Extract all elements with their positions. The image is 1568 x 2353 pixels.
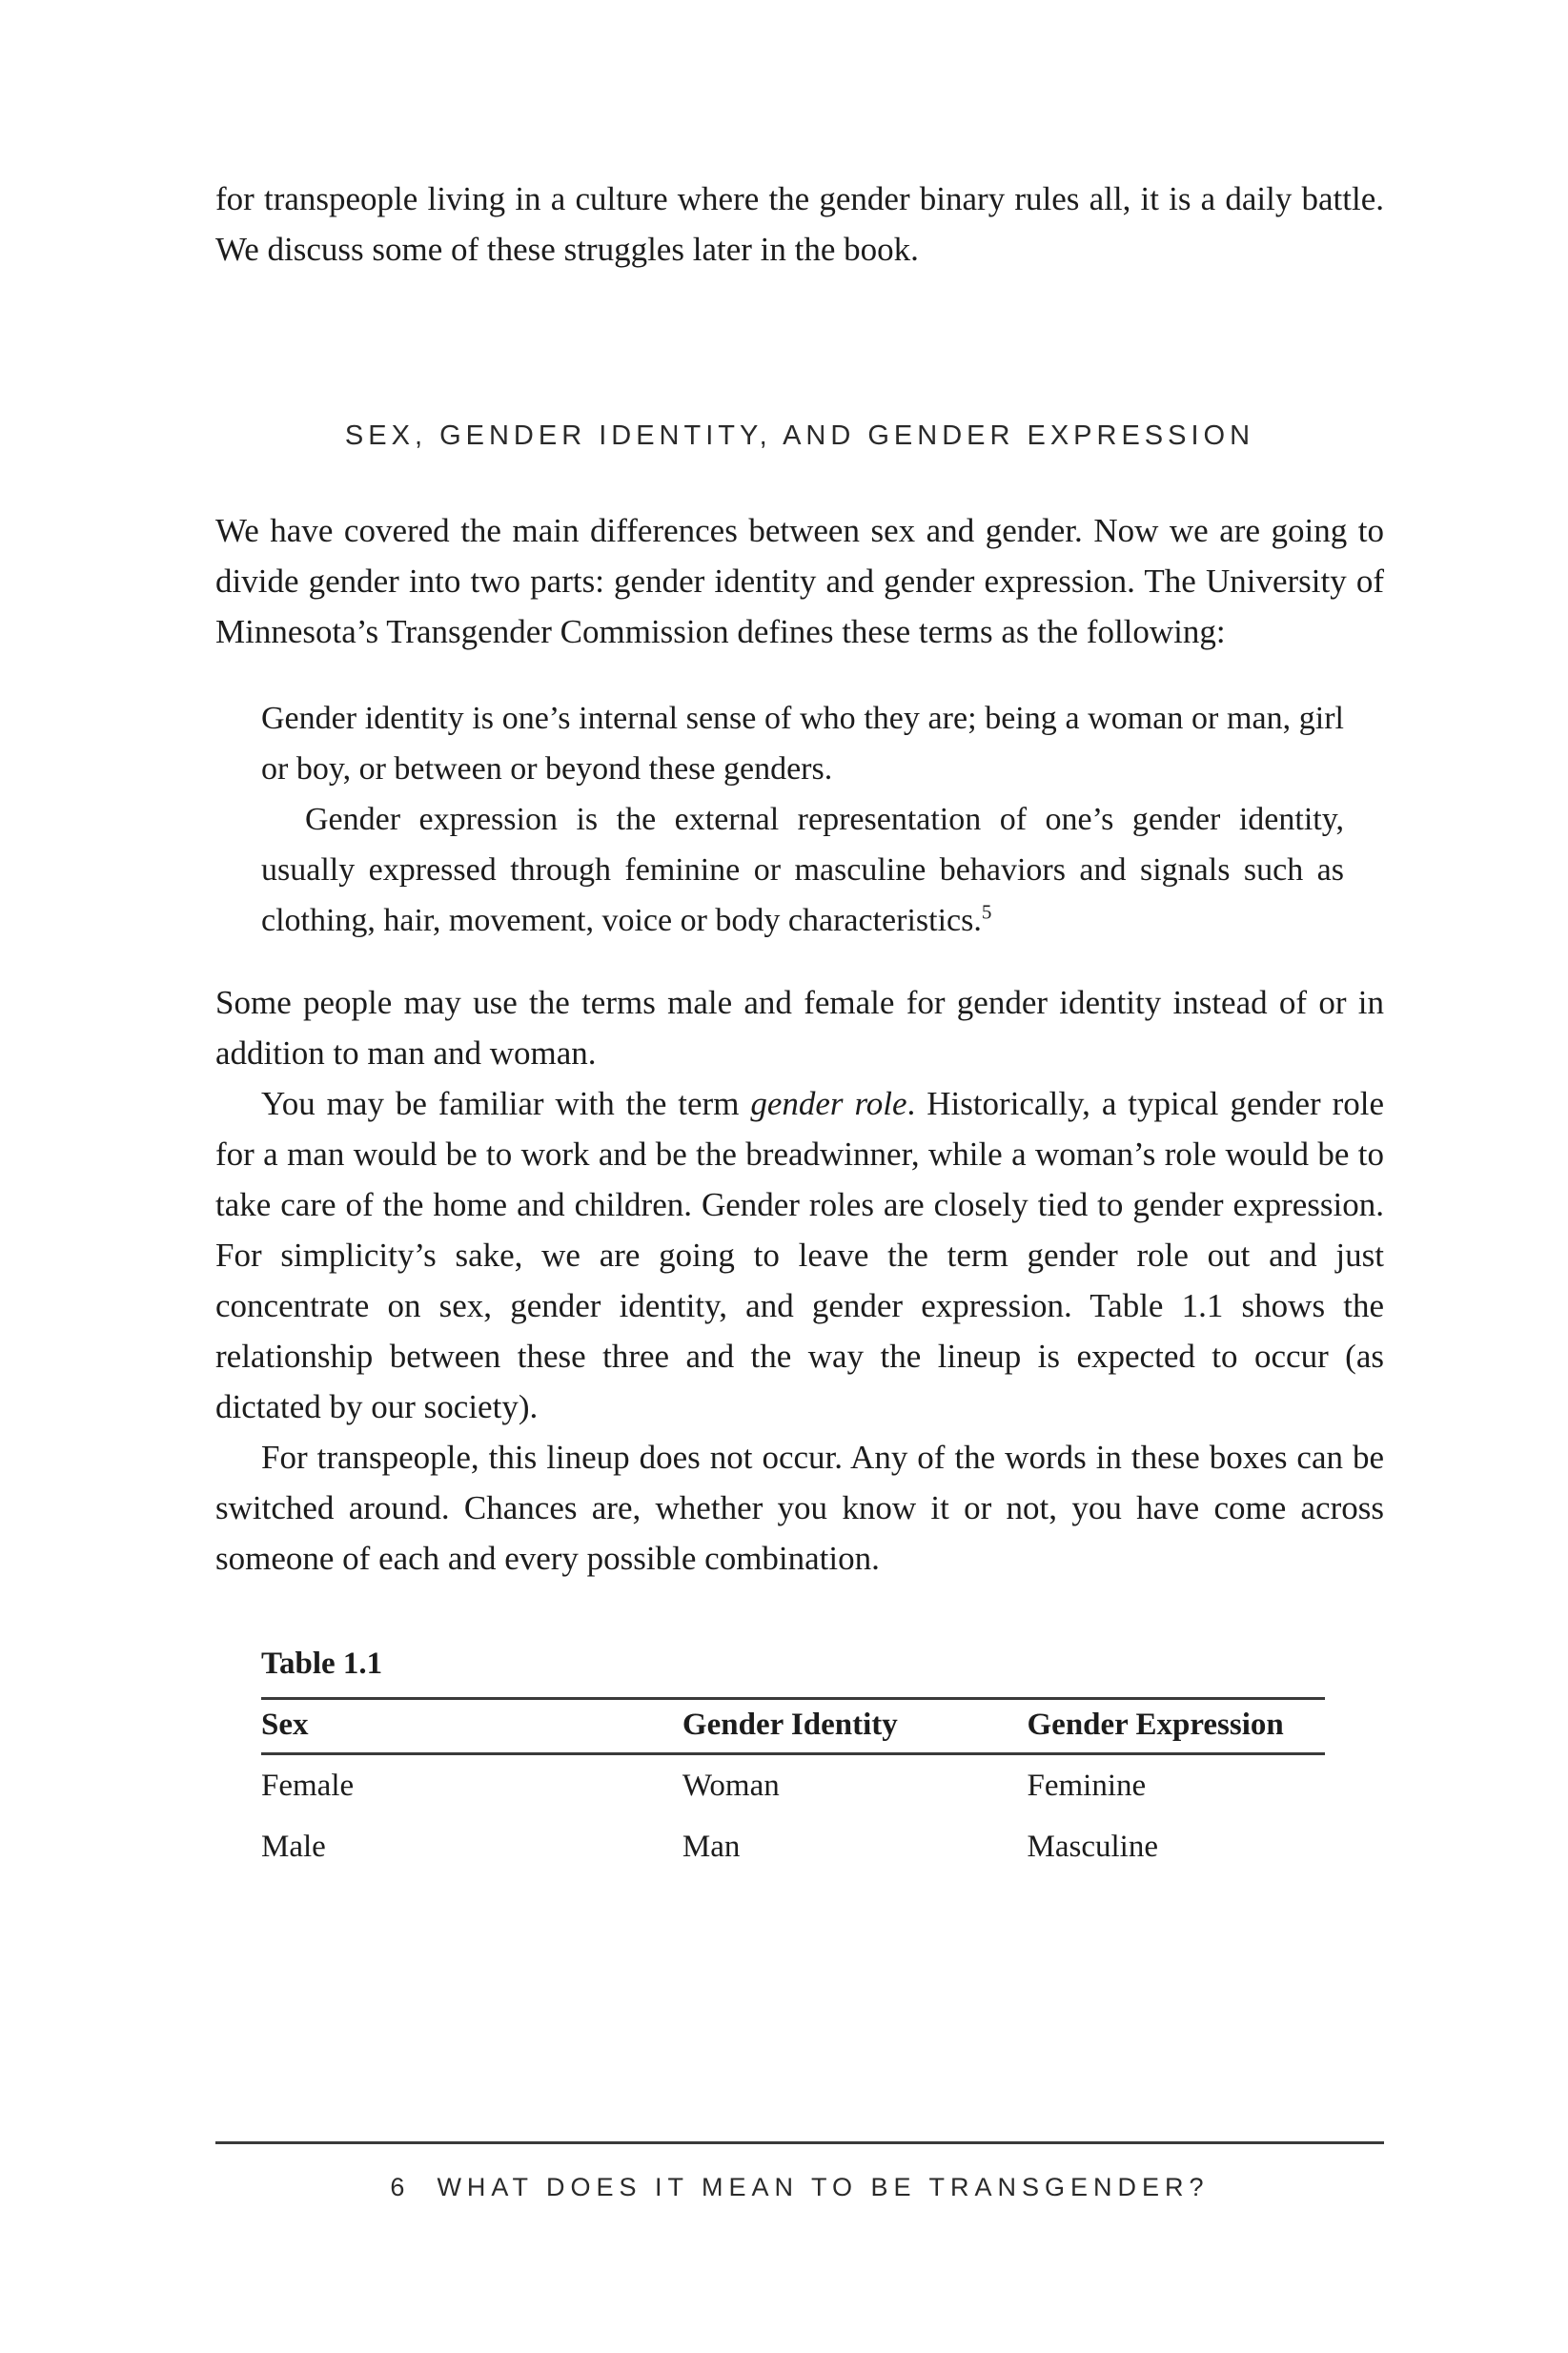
cell-male: Male — [261, 1830, 326, 1864]
sex-gender-table — [261, 1697, 1325, 1877]
page-number: 6 — [390, 2173, 411, 2201]
header-gender-expression: Gender Expression — [1028, 1699, 1326, 1754]
cell-man: Man — [682, 1830, 741, 1864]
paragraph-gender-role-pre: You may be familiar with the term — [261, 1085, 751, 1122]
table-row — [261, 1816, 1325, 1877]
header-sex: Sex — [261, 1699, 682, 1754]
definition-blockquote — [261, 693, 1344, 946]
running-title: WHAT DOES IT MEAN TO BE TRANSGENDER? — [437, 2173, 1210, 2201]
text-block — [215, 174, 1384, 1877]
cell-woman: Woman — [682, 1769, 780, 1803]
table-header-row — [261, 1699, 1325, 1754]
paragraph-transpeople: For transpeople, this lineup does not occur. Any of the words in these boxes can be switched around. Chances are, whether you know it or not, you have come across someone of each and every possible combination. — [215, 1439, 1384, 1577]
header-gender-identity: Gender Identity — [682, 1699, 1028, 1754]
paragraph-continuation: for transpeople living in a culture where the gender binary rules all, it is a daily battle. We discuss some of these struggles later in the book. — [215, 180, 1384, 268]
quote-gender-expression-text: Gender expression is the external representation of one’s gender identity, usually expressed through feminine or masculine behaviors and signals such as clothing, hair, movement, voice or body characteristics. — [261, 802, 1344, 938]
cell-feminine: Feminine — [1027, 1769, 1147, 1803]
quote-gender-expression — [261, 794, 1344, 946]
cell-masculine: Masculine — [1027, 1830, 1158, 1864]
section-heading: SEX, GENDER IDENTITY, AND GENDER EXPRESSION — [344, 420, 1255, 451]
footnote-marker: 5 — [981, 900, 992, 924]
paragraph-gender-role-post: . Historically, a typical gender role for a man would be to work and be the breadwinner, while a woman’s role would be to take care of the home and children. Gender roles are closely tied to gender expression. For simplicity’s sake, we are going to leave the term gender role out and just concentrate on sex, gender identity, and gender expression. Table 1.1 shows the relationship between these three and the way the lineup is expected to occur (as dictated by our society). — [215, 1085, 1384, 1425]
page-footer — [215, 2141, 1384, 2202]
table-row — [261, 1754, 1325, 1817]
paragraph-gender-role — [215, 1078, 1384, 1432]
quote-gender-identity: Gender identity is one’s internal sense of who they are; being a woman or man, girl or boy, or between or beyond these genders. — [261, 701, 1344, 787]
table-title: Table 1.1 — [261, 1647, 383, 1681]
cell-female: Female — [261, 1769, 355, 1803]
paragraph-terms: Some people may use the terms male and female for gender identity instead of or in addition to man and woman. — [215, 984, 1384, 1072]
paragraph-intro: We have covered the main differences between sex and gender. Now we are going to divide gender into two parts: gender identity and gender expression. The University of Minnesota’s Transgender Commission defines these terms as the following: — [215, 512, 1384, 650]
table-1-1 — [261, 1647, 1325, 1877]
gender-role-italic: gender role — [750, 1085, 907, 1122]
